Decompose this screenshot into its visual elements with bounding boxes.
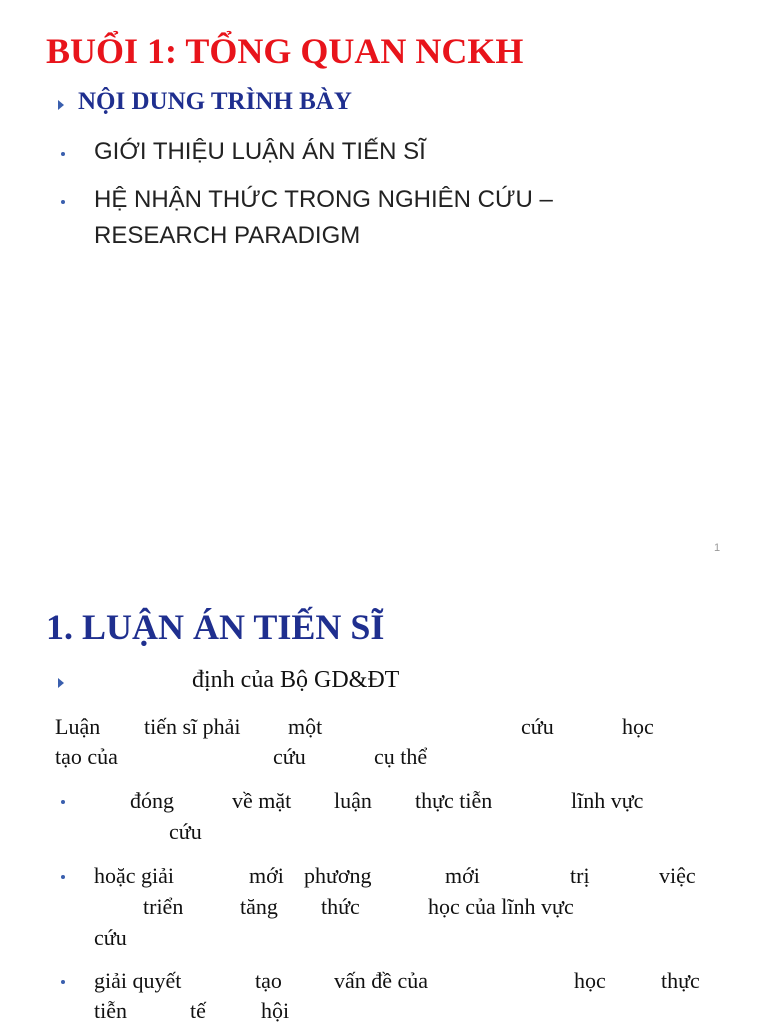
bullet-word: đóng xyxy=(130,788,174,813)
bullet-dot-icon xyxy=(61,200,65,204)
bullet-word: cứu xyxy=(94,925,127,950)
bullet-word: mới xyxy=(445,863,480,888)
slide-title: BUỔI 1: TỔNG QUAN NCKH xyxy=(46,31,524,71)
bullet-word: phương xyxy=(304,863,372,888)
bullet-word: vấn đề của xyxy=(334,968,429,993)
arrow-bullet-icon xyxy=(58,100,64,110)
slide-title: 1. LUẬN ÁN TIẾN SĨ xyxy=(46,607,385,647)
bullet-word: giải quyết xyxy=(94,968,182,993)
arrow-bullet-icon xyxy=(58,678,64,688)
bullet-word: tế xyxy=(190,998,206,1023)
bullet-word: mới xyxy=(249,863,284,888)
bullet-word: tiễn xyxy=(94,998,127,1023)
paragraph-word: tiến sĩ phải xyxy=(144,714,241,739)
bullet-word: triển xyxy=(143,894,184,919)
paragraph-word: một xyxy=(288,714,323,739)
list-item: GIỚI THIỆU LUẬN ÁN TIẾN SĨ xyxy=(94,138,426,165)
bullet-word: học của lĩnh vực xyxy=(428,894,574,919)
section-heading: NỘI DUNG TRÌNH BÀY xyxy=(78,88,352,115)
paragraph-word: học xyxy=(622,714,654,739)
slide-2 xyxy=(0,570,768,1024)
bullet-dot-icon xyxy=(61,875,65,879)
bullet-word: luận xyxy=(334,788,372,813)
bullet-word: trị xyxy=(570,863,590,888)
bullet-word: về mặt xyxy=(232,788,292,813)
list-item: HỆ NHẬN THỨC TRONG NGHIÊN CỨU – xyxy=(94,186,553,213)
bullet-word: thức xyxy=(321,894,360,919)
bullet-word: thực tiễn xyxy=(415,788,493,813)
paragraph-word: tạo của xyxy=(55,744,118,769)
paragraph-word: cụ thể xyxy=(374,744,428,769)
paragraph-word: cứu xyxy=(521,714,554,739)
bullet-word: học xyxy=(574,968,606,993)
paragraph-word: cứu xyxy=(273,744,306,769)
bullet-word: thực xyxy=(661,968,700,993)
page-number: 1 xyxy=(714,542,721,554)
bullet-dot-icon xyxy=(61,800,65,804)
bullet-dot-icon xyxy=(61,152,65,156)
bullet-word: hoặc giải xyxy=(94,863,175,888)
list-item-continuation: RESEARCH PARADIGM xyxy=(94,222,361,249)
bullet-word: việc xyxy=(659,863,696,888)
bullet-word: lĩnh vực xyxy=(571,788,644,813)
paragraph-word: Luận xyxy=(55,714,101,739)
bullet-word: hội xyxy=(261,998,290,1023)
bullet-word: tăng xyxy=(240,894,278,919)
bullet-word: tạo xyxy=(255,968,282,993)
bullet-dot-icon xyxy=(61,980,65,984)
arrow-item-text: định của Bộ GD&ĐT xyxy=(192,667,400,693)
bullet-word: cứu xyxy=(169,819,202,844)
